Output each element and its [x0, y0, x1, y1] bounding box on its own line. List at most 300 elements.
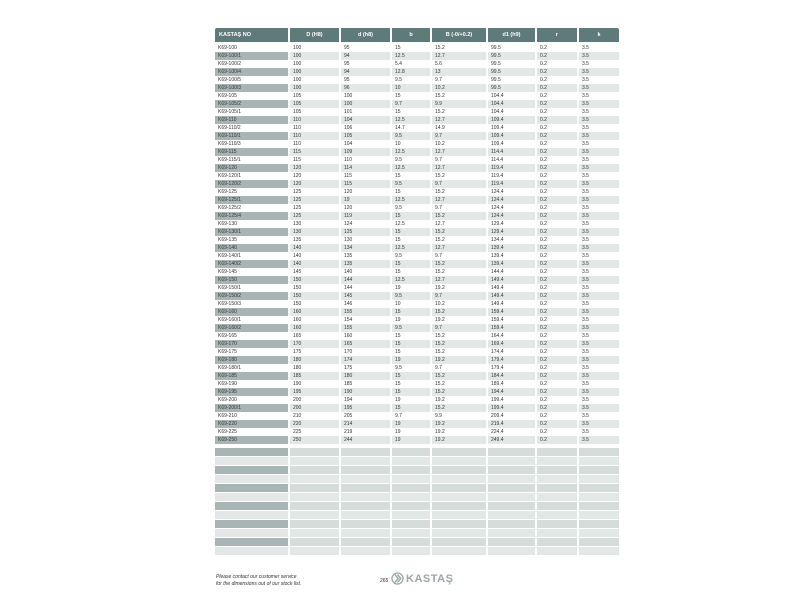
cell-big-b: 9.9	[432, 100, 486, 108]
empty-cell	[432, 520, 486, 528]
empty-cell	[392, 457, 430, 465]
empty-cell	[290, 538, 339, 546]
cell-d-h8: 100	[290, 84, 339, 92]
cell-r: 0.2	[537, 340, 577, 348]
empty-row	[215, 484, 585, 492]
cell-small-d-h8: 175	[341, 364, 390, 372]
cell-small-d-h8: 109	[341, 148, 390, 156]
empty-cell	[215, 493, 288, 501]
table-row	[215, 244, 589, 252]
cell-r: 0.2	[537, 420, 577, 428]
cell-d1-h9: 159.4	[488, 308, 535, 316]
cell-code: K69-210	[215, 412, 288, 420]
cell-r: 0.2	[537, 156, 577, 164]
cell-d1-h9: 109.4	[488, 116, 535, 124]
empty-cell	[432, 457, 486, 465]
empty-cell	[432, 484, 486, 492]
cell-d-h8: 125	[290, 196, 339, 204]
cell-r: 0.2	[537, 228, 577, 236]
cell-d-h8: 220	[290, 420, 339, 428]
empty-cell	[537, 448, 577, 456]
empty-cell	[432, 538, 486, 546]
table-row	[215, 396, 589, 404]
cell-k: 3.5	[579, 68, 619, 76]
empty-cell	[215, 511, 288, 519]
cell-r: 0.2	[537, 108, 577, 116]
cell-r: 0.2	[537, 316, 577, 324]
header-k: k	[579, 28, 619, 42]
cell-small-d-h8: 190	[341, 388, 390, 396]
cell-small-d-h8: 105	[341, 132, 390, 140]
cell-d1-h9: 124.4	[488, 188, 535, 196]
cell-k: 3.5	[579, 116, 619, 124]
cell-code: K69-180	[215, 356, 288, 364]
empty-cell	[392, 520, 430, 528]
cell-code: K69-200/1	[215, 404, 288, 412]
cell-k: 3.5	[579, 260, 619, 268]
empty-cell	[215, 502, 288, 510]
cell-d-h8: 150	[290, 276, 339, 284]
cell-d-h8: 150	[290, 292, 339, 300]
empty-cell	[537, 484, 577, 492]
cell-code: K69-180/1	[215, 364, 288, 372]
cell-k: 3.5	[579, 100, 619, 108]
cell-k: 3.5	[579, 156, 619, 164]
cell-small-d-h8: 144	[341, 284, 390, 292]
empty-cell	[537, 520, 577, 528]
cell-r: 0.2	[537, 276, 577, 284]
empty-cell	[392, 466, 430, 474]
cell-big-b: 9.7	[432, 132, 486, 140]
cell-k: 3.5	[579, 420, 619, 428]
cell-k: 3.5	[579, 364, 619, 372]
table-row	[215, 220, 589, 228]
empty-cell	[488, 475, 535, 483]
cell-big-b: 19.2	[432, 428, 486, 436]
cell-r: 0.2	[537, 116, 577, 124]
empty-row	[215, 502, 585, 510]
cell-d-h8: 140	[290, 252, 339, 260]
cell-small-d-h8: 219	[341, 428, 390, 436]
cell-b: 15	[392, 108, 430, 116]
cell-big-b: 15.2	[432, 108, 486, 116]
cell-code: K69-140	[215, 244, 288, 252]
cell-code: K69-190	[215, 380, 288, 388]
cell-k: 3.5	[579, 300, 619, 308]
table-row	[215, 332, 589, 340]
cell-d1-h9: 99.5	[488, 84, 535, 92]
empty-cell	[488, 529, 535, 537]
cell-d1-h9: 124.4	[488, 204, 535, 212]
cell-k: 3.5	[579, 436, 619, 444]
empty-cell	[392, 475, 430, 483]
cell-k: 3.5	[579, 324, 619, 332]
empty-cell	[537, 457, 577, 465]
cell-d-h8: 100	[290, 60, 339, 68]
cell-r: 0.2	[537, 100, 577, 108]
cell-b: 9.5	[392, 204, 430, 212]
cell-small-d-h8: 95	[341, 76, 390, 84]
cell-d1-h9: 129.4	[488, 228, 535, 236]
cell-d1-h9: 149.4	[488, 292, 535, 300]
empty-cell	[392, 511, 430, 519]
cell-k: 3.5	[579, 188, 619, 196]
cell-d1-h9: 199.4	[488, 396, 535, 404]
cell-code: K69-110/3	[215, 140, 288, 148]
empty-row	[215, 538, 585, 546]
cell-r: 0.2	[537, 196, 577, 204]
empty-cell	[290, 466, 339, 474]
empty-cell	[215, 484, 288, 492]
cell-big-b: 9.7	[432, 364, 486, 372]
cell-d-h8: 160	[290, 308, 339, 316]
cell-code: K69-100/3	[215, 84, 288, 92]
cell-d-h8: 180	[290, 364, 339, 372]
cell-d1-h9: 109.4	[488, 140, 535, 148]
cell-r: 0.2	[537, 436, 577, 444]
cell-big-b: 19.2	[432, 420, 486, 428]
empty-cell	[290, 457, 339, 465]
cell-d-h8: 135	[290, 236, 339, 244]
empty-cell	[579, 502, 619, 510]
cell-b: 19	[392, 356, 430, 364]
cell-d1-h9: 104.4	[488, 108, 535, 116]
cell-big-b: 12.7	[432, 164, 486, 172]
cell-small-d-h8: 130	[341, 236, 390, 244]
cell-d-h8: 120	[290, 180, 339, 188]
cell-k: 3.5	[579, 404, 619, 412]
cell-k: 3.5	[579, 236, 619, 244]
cell-code: K69-120	[215, 164, 288, 172]
cell-k: 3.5	[579, 60, 619, 68]
empty-rows	[215, 448, 585, 555]
empty-cell	[488, 547, 535, 555]
cell-k: 3.5	[579, 180, 619, 188]
empty-cell	[488, 484, 535, 492]
cell-d1-h9: 99.5	[488, 60, 535, 68]
cell-small-d-h8: 154	[341, 316, 390, 324]
cell-r: 0.2	[537, 428, 577, 436]
cell-big-b: 15.2	[432, 372, 486, 380]
cell-small-d-h8: 144	[341, 276, 390, 284]
footer-note	[216, 574, 301, 587]
cell-b: 10	[392, 84, 430, 92]
cell-big-b: 14.9	[432, 124, 486, 132]
cell-k: 3.5	[579, 84, 619, 92]
cell-small-d-h8: 119	[341, 212, 390, 220]
cell-d-h8: 200	[290, 396, 339, 404]
empty-cell	[341, 538, 390, 546]
cell-d-h8: 250	[290, 436, 339, 444]
table-row	[215, 428, 589, 436]
cell-d-h8: 110	[290, 124, 339, 132]
cell-code: K69-115	[215, 148, 288, 156]
cell-big-b: 13	[432, 68, 486, 76]
cell-small-d-h8: 125	[341, 228, 390, 236]
cell-r: 0.2	[537, 164, 577, 172]
cell-b: 9.5	[392, 292, 430, 300]
cell-d-h8: 160	[290, 324, 339, 332]
cell-r: 0.2	[537, 52, 577, 60]
cell-d1-h9: 249.4	[488, 436, 535, 444]
cell-small-d-h8: 19	[341, 196, 390, 204]
cell-code: K69-125/4	[215, 212, 288, 220]
cell-code: K69-250	[215, 436, 288, 444]
empty-row	[215, 475, 585, 483]
empty-cell	[579, 493, 619, 501]
table-row	[215, 372, 589, 380]
header-small-d-h8: d (h8)	[341, 28, 390, 42]
empty-cell	[579, 547, 619, 555]
cell-d1-h9: 179.4	[488, 364, 535, 372]
cell-b: 9.5	[392, 252, 430, 260]
cell-d1-h9: 104.4	[488, 92, 535, 100]
cell-k: 3.5	[579, 220, 619, 228]
cell-small-d-h8: 134	[341, 244, 390, 252]
cell-r: 0.2	[537, 404, 577, 412]
cell-big-b: 15.2	[432, 380, 486, 388]
table-row	[215, 260, 589, 268]
cell-code: K69-195	[215, 388, 288, 396]
cell-big-b: 15.2	[432, 404, 486, 412]
cell-b: 10	[392, 140, 430, 148]
empty-cell	[215, 448, 288, 456]
table-row	[215, 60, 589, 68]
empty-cell	[432, 475, 486, 483]
cell-b: 15	[392, 308, 430, 316]
empty-cell	[290, 484, 339, 492]
cell-d1-h9: 159.4	[488, 324, 535, 332]
cell-d-h8: 100	[290, 68, 339, 76]
cell-k: 3.5	[579, 108, 619, 116]
empty-cell	[488, 511, 535, 519]
cell-r: 0.2	[537, 92, 577, 100]
cell-r: 0.2	[537, 124, 577, 132]
empty-cell	[290, 529, 339, 537]
empty-cell	[215, 475, 288, 483]
cell-big-b: 9.7	[432, 156, 486, 164]
cell-b: 9.5	[392, 364, 430, 372]
cell-b: 15	[392, 172, 430, 180]
cell-k: 3.5	[579, 252, 619, 260]
cell-code: K69-160/2	[215, 324, 288, 332]
table-row	[215, 132, 589, 140]
cell-b: 19	[392, 428, 430, 436]
cell-big-b: 12.7	[432, 116, 486, 124]
cell-r: 0.2	[537, 252, 577, 260]
cell-small-d-h8: 124	[341, 220, 390, 228]
cell-k: 3.5	[579, 308, 619, 316]
cell-d-h8: 200	[290, 404, 339, 412]
cell-b: 19	[392, 316, 430, 324]
cell-big-b: 12.7	[432, 148, 486, 156]
cell-small-d-h8: 101	[341, 108, 390, 116]
cell-b: 12.5	[392, 196, 430, 204]
cell-big-b: 9.7	[432, 204, 486, 212]
cell-r: 0.2	[537, 308, 577, 316]
cell-d-h8: 140	[290, 244, 339, 252]
cell-small-d-h8: 115	[341, 180, 390, 188]
cell-small-d-h8: 244	[341, 436, 390, 444]
page-number: 265	[380, 578, 389, 584]
cell-code: K69-175	[215, 348, 288, 356]
cell-small-d-h8: 95	[341, 44, 390, 52]
header-kastas-no: KASTAŞ NO	[215, 28, 288, 42]
cell-small-d-h8: 106	[341, 124, 390, 132]
cell-r: 0.2	[537, 132, 577, 140]
cell-k: 3.5	[579, 244, 619, 252]
cell-k: 3.5	[579, 204, 619, 212]
empty-cell	[432, 547, 486, 555]
cell-d-h8: 110	[290, 116, 339, 124]
cell-k: 3.5	[579, 380, 619, 388]
empty-cell	[290, 511, 339, 519]
cell-k: 3.5	[579, 284, 619, 292]
cell-k: 3.5	[579, 196, 619, 204]
cell-d-h8: 100	[290, 76, 339, 84]
cell-big-b: 9.7	[432, 180, 486, 188]
cell-d-h8: 195	[290, 388, 339, 396]
empty-row	[215, 529, 585, 537]
empty-cell	[215, 547, 288, 555]
cell-d-h8: 125	[290, 188, 339, 196]
table-row	[215, 84, 589, 92]
cell-r: 0.2	[537, 172, 577, 180]
cell-b: 12.5	[392, 276, 430, 284]
cell-b: 15	[392, 340, 430, 348]
table-row	[215, 356, 589, 364]
cell-r: 0.2	[537, 140, 577, 148]
cell-code: K69-120/1	[215, 172, 288, 180]
cell-small-d-h8: 170	[341, 348, 390, 356]
cell-r: 0.2	[537, 204, 577, 212]
cell-d1-h9: 189.4	[488, 380, 535, 388]
cell-d-h8: 225	[290, 428, 339, 436]
table-row	[215, 204, 589, 212]
cell-k: 3.5	[579, 340, 619, 348]
cell-b: 15	[392, 44, 430, 52]
cell-code: K69-150/3	[215, 300, 288, 308]
cell-small-d-h8: 135	[341, 260, 390, 268]
table-row	[215, 44, 589, 52]
cell-code: K69-110	[215, 116, 288, 124]
cell-code: K69-125/1	[215, 196, 288, 204]
cell-d-h8: 100	[290, 44, 339, 52]
cell-code: K69-165	[215, 332, 288, 340]
cell-code: K69-105	[215, 92, 288, 100]
header-r: r	[537, 28, 577, 42]
cell-d-h8: 130	[290, 228, 339, 236]
cell-b: 15	[392, 228, 430, 236]
cell-code: K69-160	[215, 308, 288, 316]
cell-d-h8: 105	[290, 92, 339, 100]
empty-cell	[392, 502, 430, 510]
cell-b: 19	[392, 436, 430, 444]
empty-cell	[341, 484, 390, 492]
cell-k: 3.5	[579, 356, 619, 364]
empty-cell	[432, 529, 486, 537]
cell-d1-h9: 184.4	[488, 372, 535, 380]
table-row	[215, 228, 589, 236]
cell-code: K69-100	[215, 44, 288, 52]
empty-cell	[537, 529, 577, 537]
cell-d-h8: 120	[290, 172, 339, 180]
empty-cell	[341, 502, 390, 510]
table-row	[215, 364, 589, 372]
cell-k: 3.5	[579, 172, 619, 180]
table-row	[215, 108, 589, 116]
cell-k: 3.5	[579, 348, 619, 356]
cell-b: 14.7	[392, 124, 430, 132]
cell-small-d-h8: 96	[341, 84, 390, 92]
cell-d1-h9: 144.4	[488, 268, 535, 276]
empty-cell	[537, 493, 577, 501]
empty-cell	[432, 466, 486, 474]
cell-small-d-h8: 205	[341, 412, 390, 420]
table-row	[215, 284, 589, 292]
cell-r: 0.2	[537, 292, 577, 300]
empty-cell	[392, 484, 430, 492]
cell-d-h8: 115	[290, 148, 339, 156]
cell-b: 5.4	[392, 60, 430, 68]
cell-r: 0.2	[537, 244, 577, 252]
cell-code: K69-105/2	[215, 100, 288, 108]
cell-code: K69-130	[215, 220, 288, 228]
cell-code: K69-125/2	[215, 204, 288, 212]
cell-d1-h9: 124.4	[488, 212, 535, 220]
cell-k: 3.5	[579, 292, 619, 300]
table-row	[215, 76, 589, 84]
empty-cell	[290, 502, 339, 510]
cell-k: 3.5	[579, 132, 619, 140]
cell-r: 0.2	[537, 44, 577, 52]
empty-cell	[537, 511, 577, 519]
cell-big-b: 15.2	[432, 188, 486, 196]
logo-text: KASTAŞ	[406, 572, 454, 585]
cell-k: 3.5	[579, 148, 619, 156]
cell-small-d-h8: 94	[341, 68, 390, 76]
table-row	[215, 436, 589, 444]
cell-b: 15	[392, 348, 430, 356]
cell-big-b: 15.2	[432, 260, 486, 268]
empty-cell	[290, 448, 339, 456]
cell-d-h8: 140	[290, 260, 339, 268]
empty-cell	[215, 520, 288, 528]
empty-cell	[341, 457, 390, 465]
cell-big-b: 15.2	[432, 388, 486, 396]
footer-note-line1: Please contact our customer service	[216, 574, 297, 580]
empty-cell	[579, 475, 619, 483]
empty-cell	[215, 466, 288, 474]
cell-code: K69-170	[215, 340, 288, 348]
cell-b: 12.5	[392, 116, 430, 124]
cell-k: 3.5	[579, 396, 619, 404]
table-header	[215, 28, 601, 42]
empty-cell	[432, 448, 486, 456]
cell-code: K69-150/2	[215, 292, 288, 300]
cell-k: 3.5	[579, 76, 619, 84]
table-row	[215, 148, 589, 156]
cell-small-d-h8: 155	[341, 308, 390, 316]
cell-code: K69-110/1	[215, 132, 288, 140]
cell-big-b: 15.2	[432, 44, 486, 52]
empty-cell	[537, 538, 577, 546]
cell-small-d-h8: 140	[341, 268, 390, 276]
cell-k: 3.5	[579, 44, 619, 52]
cell-b: 19	[392, 420, 430, 428]
cell-d1-h9: 104.4	[488, 100, 535, 108]
cell-k: 3.5	[579, 388, 619, 396]
